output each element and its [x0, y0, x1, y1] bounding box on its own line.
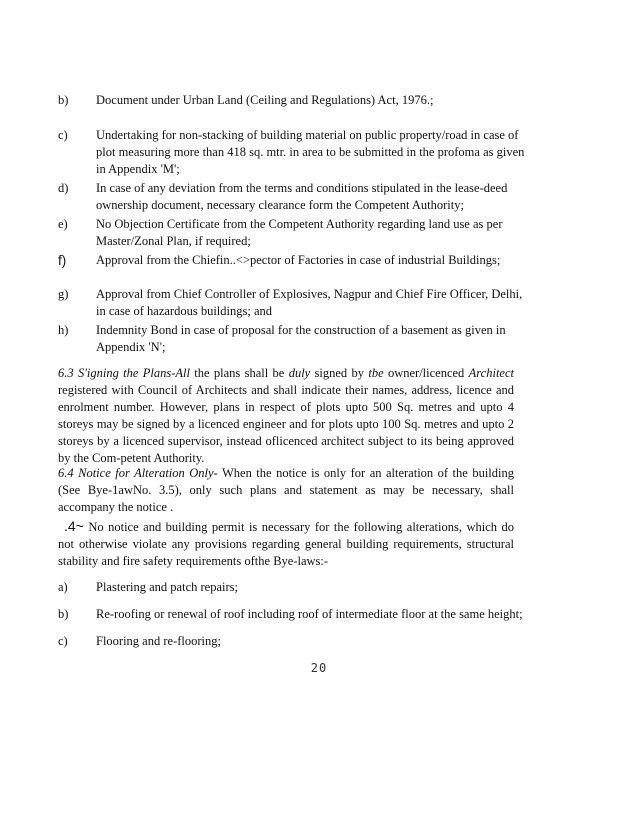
list-marker: c): [58, 128, 68, 142]
list-marker: e): [58, 217, 68, 231]
section-6-4-1-paragraph: [58, 518, 514, 570]
paragraph-text: tbe: [368, 366, 384, 380]
list-item-text: Indemnity Bond in case of proposal for the construction of a basement as given in Appendix 'N';: [96, 323, 506, 354]
list-marker: c): [58, 634, 68, 648]
paragraph-text: owner/licenced: [383, 366, 469, 380]
list-item-text: Flooring and re-flooring;: [96, 634, 221, 648]
list-marker: b): [58, 93, 69, 107]
list-item-b: [58, 92, 528, 109]
paragraph-text: Architect: [468, 366, 514, 380]
list-marker: d): [58, 181, 69, 195]
list-marker: f): [58, 253, 67, 268]
section-6-3-heading: 6.3 S'igning the Plans-All: [58, 366, 190, 380]
list-marker: a): [58, 580, 68, 594]
list-item-text: Approval from Chief Controller of Explosives, Nagpur and Chief Fire Officer, Delhi, in case of hazardous buildings; and: [96, 287, 523, 318]
paragraph-text: the plans shall be: [189, 366, 289, 380]
list-marker: h): [58, 323, 69, 337]
list-marker: g): [58, 287, 69, 301]
list-item-d: [58, 180, 528, 214]
list-item-b-alterations: [58, 606, 528, 623]
section-6-4-heading: 6.4 Notice for Alteration Only-: [58, 466, 218, 480]
list-item-e: [58, 216, 528, 250]
section-number: .4~: [64, 518, 84, 534]
section-6-4-paragraph: [58, 465, 514, 516]
paragraph-text: When the notice is only for an alteration of the building (See Bye-1awNo. 3.5), only such plans and statement as may be necessary, shall accompany the notice .: [58, 466, 514, 514]
list-item-h: [58, 322, 528, 356]
paragraph-text: duly: [288, 366, 311, 380]
paragraph-text: registered with Council of Architects and shall indicate their names, address, licence and enrolment number. However, plans in respect of plots upto 500 Sq. metres and upto 4 storeys may be signed by a licenced engineer and for plots upto 100 Sq. metres and upto 2 storeys by a licenced supervisor, instead oflicenced architect subject to its being approved by the Com-petent Authority.: [58, 383, 514, 465]
list-item-text: In case of any deviation from the terms and conditions stipulated in the lease-deed ownership document, necessary clearance form the Competent Authority;: [96, 181, 508, 212]
list-item-text: Document under Urban Land (Ceiling and Regulations) Act, 1976.;: [96, 93, 434, 107]
list-item-g: [58, 286, 528, 320]
list-item-text: Re-roofing or renewal of roof including roof of intermediate floor at the same height;: [96, 607, 523, 621]
list-item-text: No Objection Certificate from the Competent Authority regarding land use as per Master/Zonal Plan, if required;: [96, 217, 503, 248]
list-item-text: Plastering and patch repairs;: [96, 580, 238, 594]
list-item-text: Undertaking for non-stacking of building material on public property/road in case of plot measuring more than 418 sq. mtr. in area to be submitted in the profoma as given in Appendix 'M';: [96, 128, 525, 176]
list-item-f: [58, 252, 528, 269]
list-item-c: [58, 127, 528, 178]
section-6-3-paragraph: [58, 365, 514, 467]
list-item-text: Approval from the Chiefin..<>pector of Factories in case of industrial Buildings;: [96, 253, 501, 267]
list-marker: b): [58, 607, 69, 621]
page-number: 20: [310, 661, 328, 675]
list-item-a: [58, 579, 528, 596]
paragraph-text: No notice and building permit is necessary for the following alterations, which do not otherwise violate any provisions regarding general building requirements, structural stability and fire safety requirements ofthe Bye-laws:-: [58, 520, 514, 568]
paragraph-text: signed by: [310, 366, 369, 380]
list-item-c-alterations: [58, 633, 528, 650]
